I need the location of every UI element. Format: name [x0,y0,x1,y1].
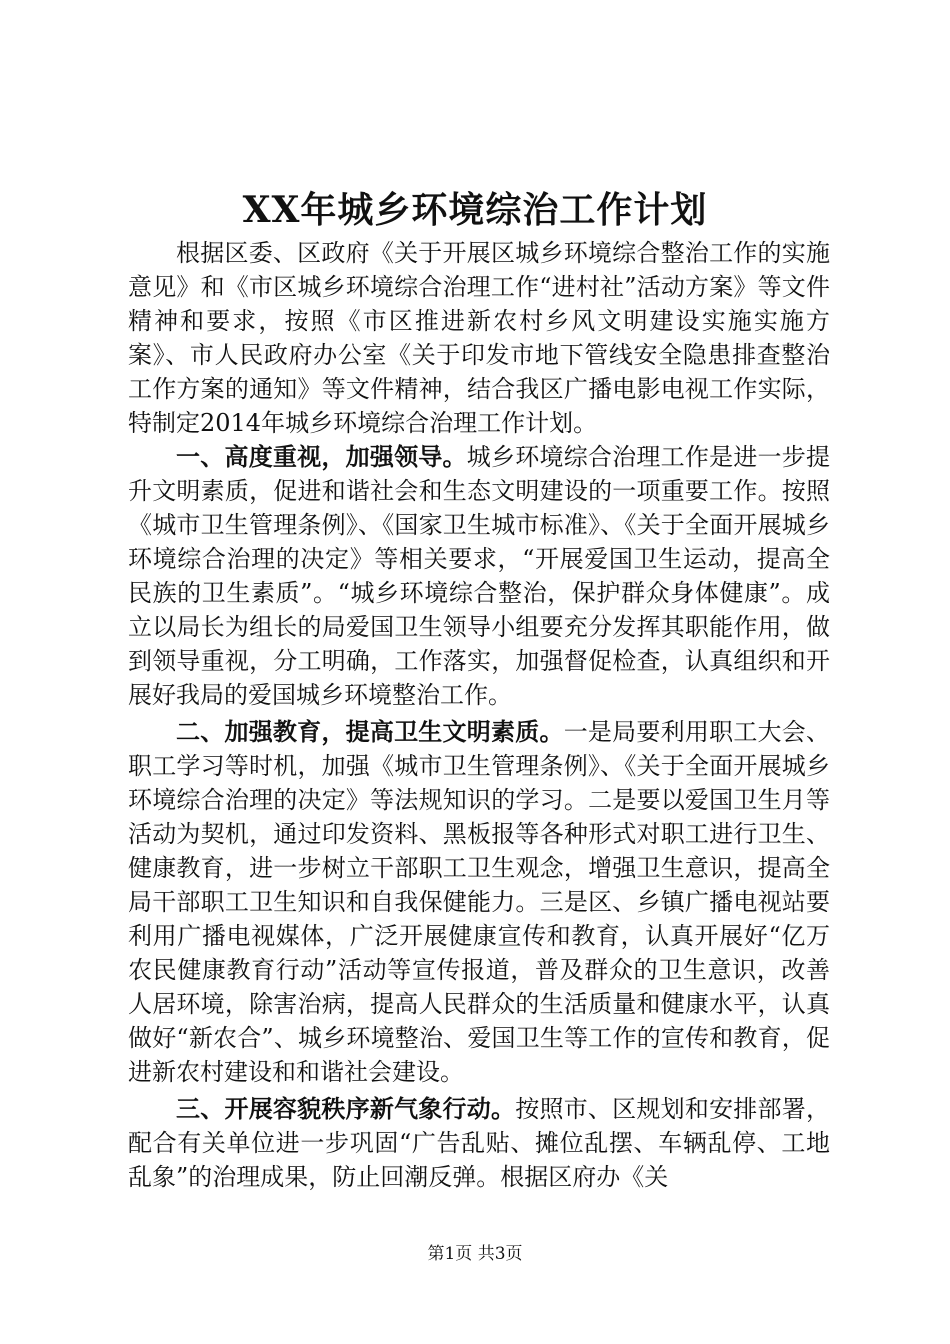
section-heading-1: 一、高度重视，加强领导。 [176,443,467,471]
section-heading-3: 三、开展容貌秩序新气象行动。 [176,1095,516,1123]
document-body [128,236,830,1194]
section-heading-2: 二、加强教育，提高卫生文明素质。 [176,718,564,746]
section-paragraph-2 [128,715,830,1089]
section-paragraph-1 [128,440,830,712]
page-number-footer: 第1页 共3页 [427,1244,523,1264]
section-paragraph-3 [128,1092,830,1194]
section-text-1: 城乡环境综合治理工作是进一步提升文明素质，促进和谐社会和生态文明建设的一项重要工作。按照《城市卫生管理条例》、《国家卫生城市标准》、《关于全面开展城乡环境综合治理的决定》等相关要求，“开展爱国卫生运动，提高全民族的卫生素质”。“城乡环境综合整治，保护群众身体健康”。成立以局长为组长的局爱国卫生领导小组要充分发挥其职能作用，做到领导重视，分工明确，工作落实，加强督促检查，认真组织和开展好我局的爱国城乡环境整治工作。 [128,443,831,709]
intro-paragraph: 根据区委、区政府《关于开展区城乡环境综合整治工作的实施意见》和《市区城乡环境综合治理工作“进村社”活动方案》等文件精神和要求，按照《市区推进新农村乡风文明建设实施实施方案》、市人民政府办公室《关于印发市地下管线安全隐患排查整治工作方案的通知》等文件精神，结合我区广播电影电视工作实际，特制定2014年城乡环境综合治理工作计划。 [128,239,830,437]
document-title: XX年城乡环境综治工作计划 [242,189,708,231]
section-text-3: 按照市、区规划和安排部署，配合有关单位进一步巩固“广告乱贴、摊位乱摆、车辆乱停、工地乱象”的治理成果，防止回潮反弹。根据区府办《关 [128,1095,831,1191]
section-text-2: 一是局要利用职工大会、职工学习等时机，加强《城市卫生管理条例》、《关于全面开展城乡环境综合治理的决定》等法规知识的学习。二是要以爱国卫生月等活动为契机，通过印发资料、黑板报等各种形式对职工进行卫生、健康教育，进一步树立干部职工卫生观念，增强卫生意识，提高全局干部职工卫生知识和自我保健能力。三是区、乡镇广播电视站要利用广播电视媒体，广泛开展健康宣传和教育，认真开展好“亿万农民健康教育行动”活动等宣传报道，普及群众的卫生意识，改善人居环境，除害治病，提高人民群众的生活质量和健康水平，认真做好“新农合”、城乡环境整治、爱国卫生等工作的宣传和教育，促进新农村建设和和谐社会建设。 [128,718,831,1086]
